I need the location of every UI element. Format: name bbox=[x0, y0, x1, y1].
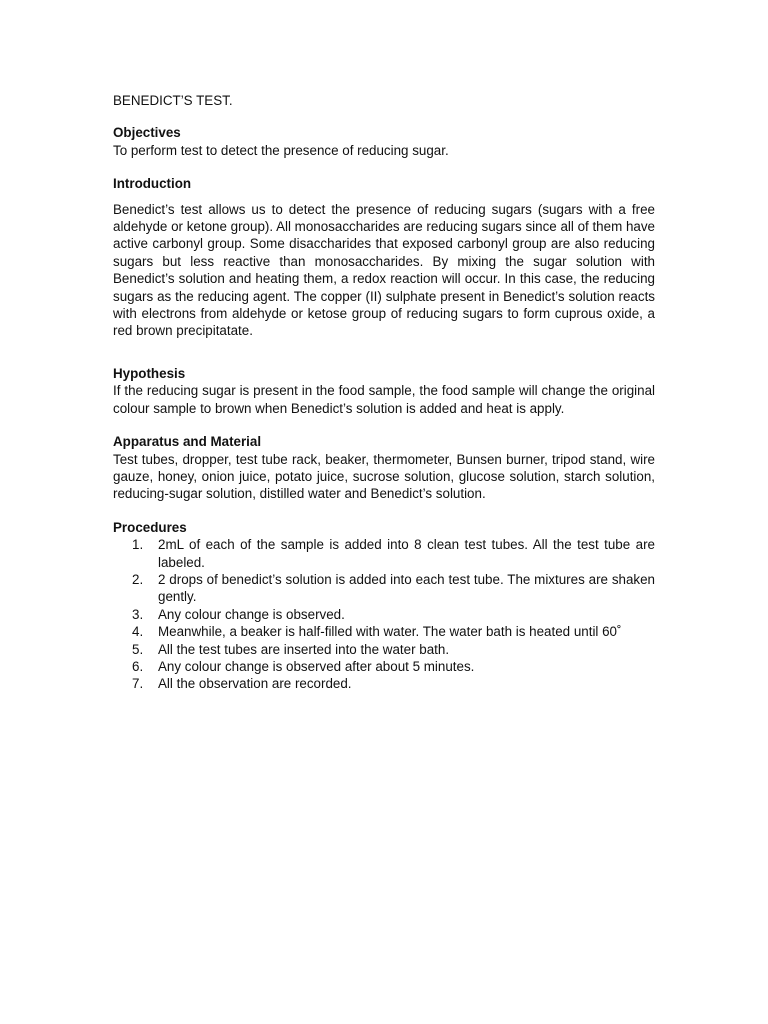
procedure-step-number: 6. bbox=[132, 658, 144, 674]
procedure-step-number: 7. bbox=[132, 676, 144, 692]
procedure-step-text: Any colour change is observed. bbox=[158, 606, 345, 622]
procedures-heading: Procedures bbox=[113, 519, 187, 535]
procedure-step bbox=[113, 641, 655, 658]
introduction-heading: Introduction bbox=[113, 176, 192, 192]
objectives-heading: Objectives bbox=[113, 125, 181, 141]
objectives-text: To perform test to detect the presence of reducing sugar. bbox=[113, 142, 449, 158]
procedure-step bbox=[113, 623, 655, 640]
hypothesis-heading: Hypothesis bbox=[113, 365, 186, 381]
procedure-step-number: 4. bbox=[132, 624, 144, 640]
procedures-section bbox=[113, 519, 655, 693]
document-page bbox=[113, 92, 655, 693]
objectives-section bbox=[113, 124, 655, 159]
procedure-step bbox=[113, 536, 655, 571]
apparatus-text: Test tubes, dropper, test tube rack, beaker, thermometer, Bunsen burner, tripod stand, wire gauze, honey, onion juice, potato juice, sucrose solution, glucose solution, starch solution, reducing-sugar solution, distilled water and Benedict’s solution. bbox=[113, 451, 655, 502]
procedure-step-number: 3. bbox=[132, 606, 144, 622]
procedure-step-number: 2. bbox=[132, 571, 144, 587]
procedure-step bbox=[113, 658, 655, 675]
procedure-step bbox=[113, 571, 655, 606]
procedure-step-text: All the test tubes are inserted into the water bath. bbox=[158, 641, 450, 657]
document-title: BENEDICT’S TEST. bbox=[113, 93, 233, 108]
procedure-step-text: All the observation are recorded. bbox=[158, 676, 352, 692]
introduction-section bbox=[113, 175, 655, 340]
procedure-step-text: Meanwhile, a beaker is half-filled with water. The water bath is heated until 60˚ bbox=[158, 624, 622, 640]
procedure-step-number: 1. bbox=[132, 537, 144, 553]
procedure-step-text: 2mL of each of the sample is added into 8 clean test tubes. All the test tube are labeled. bbox=[158, 537, 655, 570]
hypothesis-text: If the reducing sugar is present in the food sample, the food sample will change the original colour sample to brown when Benedict’s solution is added and heat is apply. bbox=[113, 383, 655, 416]
procedure-step-text: Any colour change is observed after about 5 minutes. bbox=[158, 658, 475, 674]
procedure-step-number: 5. bbox=[132, 641, 144, 657]
hypothesis-section bbox=[113, 365, 655, 417]
procedure-step bbox=[113, 675, 655, 692]
procedure-step bbox=[113, 606, 655, 623]
apparatus-section bbox=[113, 433, 655, 503]
procedures-list bbox=[113, 536, 655, 693]
apparatus-heading: Apparatus and Material bbox=[113, 434, 262, 450]
procedure-step-text: 2 drops of benedict’s solution is added into each test tube. The mixtures are shaken gently. bbox=[158, 571, 655, 605]
introduction-text: Benedict’s test allows us to detect the presence of reducing sugars (sugars with a free aldehyde or ketone group). All monosaccharides are reducing sugars since all of them have active carbonyl group. Some disaccharides that exposed carbonyl group are also reducing sugars but less reactive than monosaccharides. By mixing the sugar solution with Benedict’s solution and heating them, a redox reaction will occur. In this case, the reducing sugars as the reducing agent. The copper (II) sulphate present in Benedict’s solution reacts with electrons from aldehyde or ketose group of reducing sugars to form cuprous oxide, a red brown precipitatate. bbox=[113, 201, 655, 339]
